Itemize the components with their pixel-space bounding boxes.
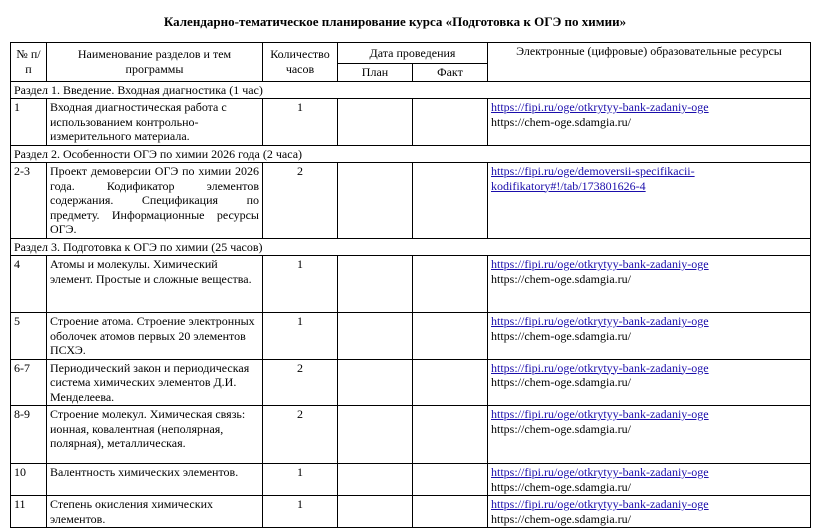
cell-resources (488, 163, 811, 239)
planning-table (10, 42, 811, 528)
cell-resources (488, 359, 811, 406)
cell-num: 4 (11, 256, 47, 313)
cell-num: 1 (11, 99, 47, 146)
cell-plan-date[interactable] (338, 256, 413, 313)
cell-topic: Валентность химических элементов. (47, 464, 263, 496)
cell-hours: 1 (263, 99, 338, 146)
cell-num: 5 (11, 313, 47, 360)
header-date: Дата проведения (338, 43, 488, 64)
cell-hours: 1 (263, 496, 338, 528)
cell-plan-date[interactable] (338, 496, 413, 528)
table-row (11, 464, 811, 496)
page-title: Календарно-тематическое планирование курса «Подготовка к ОГЭ по химии» (163, 14, 627, 29)
section-title: Раздел 3. Подготовка к ОГЭ по химии (25 часов) (11, 238, 811, 256)
header-plan: План (338, 64, 413, 82)
cell-plan-date[interactable] (338, 406, 413, 464)
resource-link[interactable]: https://fipi.ru/oge/otkrytyy-bank-zadaniy-oge (491, 314, 709, 328)
cell-hours: 1 (263, 313, 338, 360)
section-title: Раздел 2. Особенности ОГЭ по химии 2026 года (2 часа) (11, 145, 811, 163)
cell-topic: Атомы и молекулы. Химический элемент. Простые и сложные вещества. (47, 256, 263, 313)
cell-hours: 2 (263, 406, 338, 464)
cell-resources (488, 406, 811, 464)
table-row (11, 99, 811, 146)
cell-hours: 2 (263, 163, 338, 239)
cell-topic: Периодический закон и периодическая система химических элементов Д.И. Менделеева. (47, 359, 263, 406)
cell-resources (488, 464, 811, 496)
cell-num: 6-7 (11, 359, 47, 406)
cell-topic: Строение молекул. Химическая связь: ионная, ковалентная (неполярная, полярная), металлическая. (47, 406, 263, 464)
resource-link[interactable]: https://fipi.ru/oge/otkrytyy-bank-zadaniy-oge (491, 465, 709, 479)
section-title: Раздел 1. Введение. Входная диагностика (1 час) (11, 81, 811, 99)
cell-num: 8-9 (11, 406, 47, 464)
cell-fact-date[interactable] (413, 313, 488, 360)
resource-text: https://chem-oge.sdamgia.ru/ (491, 421, 631, 436)
resource-text: https://chem-oge.sdamgia.ru/ (491, 328, 631, 343)
cell-fact-date[interactable] (413, 256, 488, 313)
cell-plan-date[interactable] (338, 163, 413, 239)
cell-resources (488, 256, 811, 313)
resource-link[interactable]: https://fipi.ru/oge/otkrytyy-bank-zadaniy-oge (491, 407, 709, 421)
cell-topic: Строение атома. Строение электронных оболочек атомов первых 20 элементов ПСХЭ. (47, 313, 263, 360)
cell-hours: 1 (263, 464, 338, 496)
cell-resources (488, 496, 811, 528)
header-resources: Электронные (цифровые) образовательные ресурсы (488, 43, 811, 82)
cell-hours: 1 (263, 256, 338, 313)
cell-resources (488, 313, 811, 360)
header-hours: Количество часов (263, 43, 338, 82)
table-row (11, 496, 811, 528)
cell-plan-date[interactable] (338, 359, 413, 406)
resource-link[interactable]: https://fipi.ru/oge/otkrytyy-bank-zadaniy-oge (491, 100, 709, 114)
cell-fact-date[interactable] (413, 464, 488, 496)
resource-link[interactable]: https://fipi.ru/oge/otkrytyy-bank-zadaniy-oge (491, 360, 709, 375)
header-num: № п/п (11, 43, 47, 82)
table-row (11, 406, 811, 464)
cell-plan-date[interactable] (338, 99, 413, 146)
cell-resources (488, 99, 811, 146)
cell-num: 10 (11, 464, 47, 496)
cell-fact-date[interactable] (413, 99, 488, 146)
table-row (11, 359, 811, 406)
table-row (11, 313, 811, 360)
cell-fact-date[interactable] (413, 163, 488, 239)
header-name: Наименование разделов и тем программы (47, 43, 263, 82)
cell-plan-date[interactable] (338, 313, 413, 360)
cell-topic: Проект демоверсии ОГЭ по химии 2026 года. Кодификатор элементов содержания. Спецификация по предмету. Информационные ресурсы ОГЭ. (47, 163, 263, 239)
section-row (11, 81, 811, 99)
cell-num: 2-3 (11, 163, 47, 239)
resource-text: https://chem-oge.sdamgia.ru/ (491, 114, 631, 129)
cell-num: 11 (11, 496, 47, 528)
cell-fact-date[interactable] (413, 496, 488, 528)
header-fact: Факт (413, 64, 488, 82)
table-row (11, 256, 811, 313)
resource-text: https://chem-oge.sdamgia.ru/ (491, 375, 631, 389)
resource-text: https://chem-oge.sdamgia.ru/ (491, 511, 631, 526)
table-row (11, 163, 811, 239)
cell-fact-date[interactable] (413, 359, 488, 406)
section-row (11, 238, 811, 256)
cell-topic: Степень окисления химических элементов. (47, 496, 263, 528)
cell-topic: Входная диагностическая работа с использованием контрольно-измерительного материала. (47, 99, 263, 146)
section-row (11, 145, 811, 163)
cell-fact-date[interactable] (413, 406, 488, 464)
resource-link[interactable]: https://fipi.ru/oge/otkrytyy-bank-zadaniy-oge (491, 257, 709, 271)
resource-text: https://chem-oge.sdamgia.ru/ (491, 271, 631, 286)
resource-text: https://chem-oge.sdamgia.ru/ (491, 479, 631, 494)
resource-link[interactable]: https://fipi.ru/oge/otkrytyy-bank-zadaniy-oge (491, 497, 709, 511)
resource-link[interactable]: https://fipi.ru/oge/demoversii-specifikacii-kodifikatory#!/tab/173801626-4 (491, 164, 695, 193)
cell-hours: 2 (263, 359, 338, 406)
cell-plan-date[interactable] (338, 464, 413, 496)
